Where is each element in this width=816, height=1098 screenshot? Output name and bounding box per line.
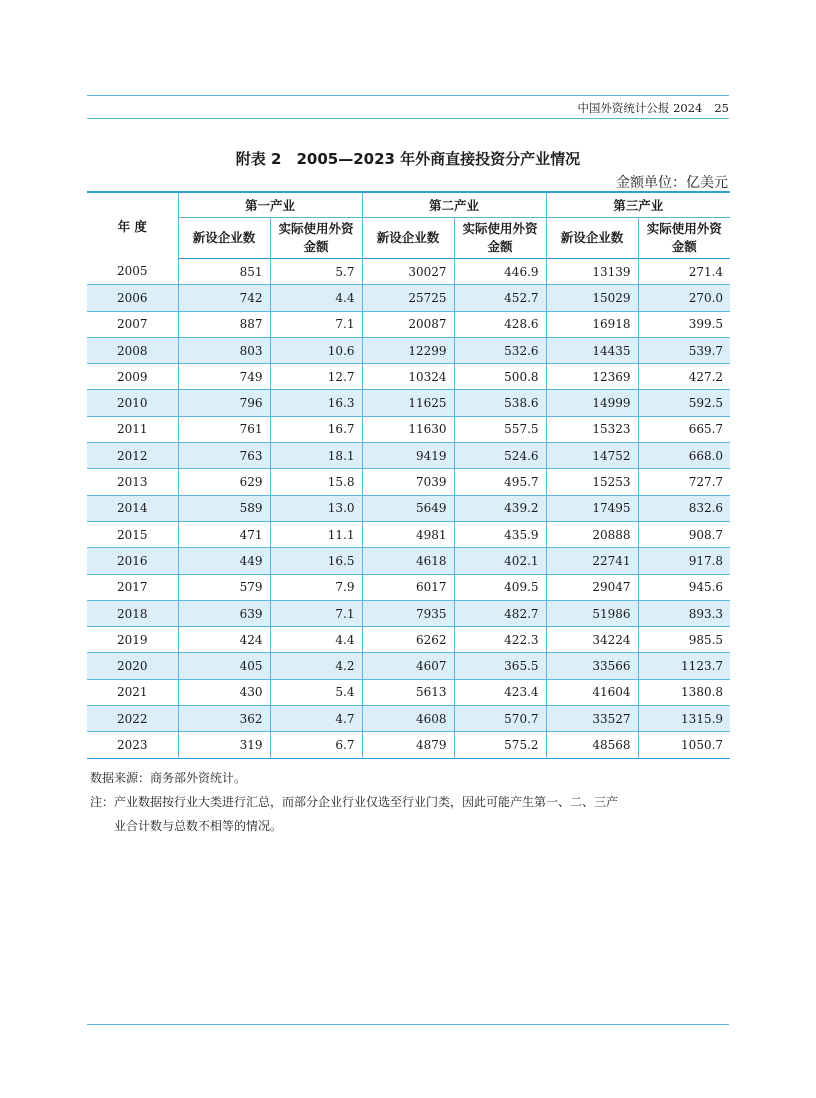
- secondary-new-enterprises-cell: 10324: [362, 364, 454, 390]
- secondary-fdi-amount-cell: 428.6: [454, 311, 546, 337]
- table-body: [87, 259, 730, 759]
- primary-new-enterprises-cell: 430: [178, 679, 270, 705]
- primary-new-enterprises-cell: 589: [178, 495, 270, 521]
- tertiary-new-enterprises-cell: 17495: [546, 495, 638, 521]
- secondary-new-enterprises-cell: 4607: [362, 653, 454, 679]
- secondary-new-enterprises-cell: 11630: [362, 416, 454, 442]
- primary-fdi-amount-cell: 16.5: [270, 548, 362, 574]
- year-cell: 2022: [87, 706, 178, 732]
- tertiary-new-enterprises-cell: 22741: [546, 548, 638, 574]
- year-cell: 2015: [87, 521, 178, 547]
- primary-new-enterprises-cell: 887: [178, 311, 270, 337]
- unit-label: 金额单位：亿美元: [616, 175, 728, 191]
- secondary-new-enterprises-cell: 6262: [362, 627, 454, 653]
- secondary-fdi-amount-cell: 435.9: [454, 521, 546, 547]
- table-row: [87, 443, 730, 469]
- primary-fdi-amount-cell: 7.1: [270, 311, 362, 337]
- tertiary-new-enterprises-cell: 14435: [546, 337, 638, 363]
- primary-new-enterprises-cell: 424: [178, 627, 270, 653]
- primary-new-enterprises-cell: 471: [178, 521, 270, 547]
- primary-new-enterprises-cell: 763: [178, 443, 270, 469]
- tertiary-new-enterprises-cell: 33566: [546, 653, 638, 679]
- subheader-fdi-line2: 金额: [487, 239, 513, 254]
- table-row: [87, 469, 730, 495]
- year-cell: 2007: [87, 311, 178, 337]
- secondary-fdi-amount-cell: 500.8: [454, 364, 546, 390]
- notes: [90, 766, 730, 838]
- table-row: [87, 364, 730, 390]
- header-top-rule: [87, 95, 729, 96]
- year-cell: 2013: [87, 469, 178, 495]
- year-cell: 2005: [87, 259, 178, 285]
- footnote-line1: 注：产业数据按行业大类进行汇总，而部分企业行业仅选至行业门类，因此可能产生第一、二、三产: [90, 795, 619, 809]
- secondary-fdi-amount-cell: 365.5: [454, 653, 546, 679]
- tertiary-new-enterprises-cell: 29047: [546, 574, 638, 600]
- primary-new-enterprises-cell: 362: [178, 706, 270, 732]
- secondary-fdi-amount-cell: 446.9: [454, 259, 546, 285]
- primary-fdi-amount-cell: 7.9: [270, 574, 362, 600]
- subheader-new-enterprises: 新设企业数: [178, 218, 270, 259]
- primary-new-enterprises-cell: 405: [178, 653, 270, 679]
- tertiary-fdi-amount-cell: 668.0: [638, 443, 730, 469]
- tertiary-new-enterprises-cell: 13139: [546, 259, 638, 285]
- running-head: [87, 100, 729, 116]
- tertiary-new-enterprises-cell: 33527: [546, 706, 638, 732]
- subheader-fdi-amount: [270, 218, 362, 259]
- primary-fdi-amount-cell: 13.0: [270, 495, 362, 521]
- subheader-fdi-line1: 实际使用外资: [462, 221, 538, 236]
- primary-new-enterprises-cell: 319: [178, 732, 270, 758]
- secondary-fdi-amount-cell: 575.2: [454, 732, 546, 758]
- tertiary-new-enterprises-cell: 16918: [546, 311, 638, 337]
- secondary-new-enterprises-cell: 7039: [362, 469, 454, 495]
- year-cell: 2021: [87, 679, 178, 705]
- tertiary-fdi-amount-cell: 908.7: [638, 521, 730, 547]
- secondary-new-enterprises-cell: 4981: [362, 521, 454, 547]
- tertiary-fdi-amount-cell: 893.3: [638, 600, 730, 626]
- secondary-new-enterprises-cell: 9419: [362, 443, 454, 469]
- secondary-fdi-amount-cell: 532.6: [454, 337, 546, 363]
- primary-fdi-amount-cell: 7.1: [270, 600, 362, 626]
- secondary-new-enterprises-cell: 5649: [362, 495, 454, 521]
- secondary-fdi-amount-cell: 402.1: [454, 548, 546, 574]
- secondary-fdi-amount-cell: 495.7: [454, 469, 546, 495]
- primary-new-enterprises-cell: 449: [178, 548, 270, 574]
- year-cell: 2010: [87, 390, 178, 416]
- secondary-new-enterprises-cell: 20087: [362, 311, 454, 337]
- year-cell: 2016: [87, 548, 178, 574]
- year-cell: 2020: [87, 653, 178, 679]
- tertiary-fdi-amount-cell: 832.6: [638, 495, 730, 521]
- table-row: [87, 337, 730, 363]
- secondary-fdi-amount-cell: 482.7: [454, 600, 546, 626]
- tertiary-fdi-amount-cell: 945.6: [638, 574, 730, 600]
- secondary-new-enterprises-cell: 30027: [362, 259, 454, 285]
- year-cell: 2017: [87, 574, 178, 600]
- primary-fdi-amount-cell: 18.1: [270, 443, 362, 469]
- subheader-new-enterprises: 新设企业数: [362, 218, 454, 259]
- tertiary-fdi-amount-cell: 727.7: [638, 469, 730, 495]
- secondary-fdi-amount-cell: 423.4: [454, 679, 546, 705]
- primary-new-enterprises-cell: 761: [178, 416, 270, 442]
- primary-fdi-amount-cell: 4.2: [270, 653, 362, 679]
- table-row: [87, 259, 730, 285]
- subheader-fdi-amount: [638, 218, 730, 259]
- tertiary-fdi-amount-cell: 917.8: [638, 548, 730, 574]
- primary-fdi-amount-cell: 16.3: [270, 390, 362, 416]
- table-row: [87, 679, 730, 705]
- tertiary-new-enterprises-cell: 34224: [546, 627, 638, 653]
- secondary-new-enterprises-cell: 4879: [362, 732, 454, 758]
- primary-fdi-amount-cell: 10.6: [270, 337, 362, 363]
- primary-new-enterprises-cell: 579: [178, 574, 270, 600]
- secondary-fdi-amount-cell: 452.7: [454, 285, 546, 311]
- header-row-subheaders: [87, 218, 730, 259]
- table-row: [87, 548, 730, 574]
- secondary-new-enterprises-cell: 11625: [362, 390, 454, 416]
- page-number: 25: [714, 101, 729, 115]
- primary-fdi-amount-cell: 15.8: [270, 469, 362, 495]
- tertiary-fdi-amount-cell: 1380.8: [638, 679, 730, 705]
- year-cell: 2012: [87, 443, 178, 469]
- subheader-fdi-line1: 实际使用外资: [646, 221, 722, 236]
- secondary-new-enterprises-cell: 6017: [362, 574, 454, 600]
- tertiary-fdi-amount-cell: 592.5: [638, 390, 730, 416]
- year-cell: 2009: [87, 364, 178, 390]
- group-header-secondary: 第二产业: [362, 192, 546, 218]
- secondary-new-enterprises-cell: 4618: [362, 548, 454, 574]
- source-note: 数据来源：商务部外资统计。: [90, 771, 247, 785]
- table-row: [87, 706, 730, 732]
- table-row: [87, 495, 730, 521]
- subheader-fdi-line2: 金额: [303, 239, 329, 254]
- footer-rule: [87, 1024, 729, 1025]
- running-title: 中国外资统计公报 2024: [577, 101, 703, 115]
- primary-fdi-amount-cell: 5.4: [270, 679, 362, 705]
- fdi-by-industry-table: [87, 191, 730, 759]
- header-bottom-rule: [87, 118, 729, 119]
- secondary-new-enterprises-cell: 25725: [362, 285, 454, 311]
- tertiary-fdi-amount-cell: 270.0: [638, 285, 730, 311]
- tertiary-new-enterprises-cell: 12369: [546, 364, 638, 390]
- table-row: [87, 285, 730, 311]
- table-title: 附表 2 2005—2023 年外商直接投资分产业情况: [235, 150, 581, 168]
- tertiary-fdi-amount-cell: 665.7: [638, 416, 730, 442]
- subheader-new-enterprises: 新设企业数: [546, 218, 638, 259]
- tertiary-fdi-amount-cell: 1123.7: [638, 653, 730, 679]
- year-cell: 2011: [87, 416, 178, 442]
- tertiary-fdi-amount-cell: 985.5: [638, 627, 730, 653]
- year-cell: 2019: [87, 627, 178, 653]
- tertiary-fdi-amount-cell: 399.5: [638, 311, 730, 337]
- primary-fdi-amount-cell: 4.4: [270, 627, 362, 653]
- tertiary-new-enterprises-cell: 20888: [546, 521, 638, 547]
- year-cell: 2018: [87, 600, 178, 626]
- primary-fdi-amount-cell: 12.7: [270, 364, 362, 390]
- tertiary-new-enterprises-cell: 51986: [546, 600, 638, 626]
- subheader-fdi-line1: 实际使用外资: [278, 221, 354, 236]
- subheader-fdi-amount: [454, 218, 546, 259]
- tertiary-new-enterprises-cell: 41604: [546, 679, 638, 705]
- primary-new-enterprises-cell: 749: [178, 364, 270, 390]
- secondary-fdi-amount-cell: 409.5: [454, 574, 546, 600]
- year-cell: 2023: [87, 732, 178, 758]
- table-row: [87, 311, 730, 337]
- footnote-line2: 业合计数与总数不相等的情况。: [114, 819, 283, 833]
- tertiary-fdi-amount-cell: 271.4: [638, 259, 730, 285]
- year-cell: 2006: [87, 285, 178, 311]
- primary-fdi-amount-cell: 4.4: [270, 285, 362, 311]
- tertiary-new-enterprises-cell: 15253: [546, 469, 638, 495]
- secondary-new-enterprises-cell: 7935: [362, 600, 454, 626]
- primary-fdi-amount-cell: 5.7: [270, 259, 362, 285]
- year-cell: 2014: [87, 495, 178, 521]
- header-row-groups: [87, 192, 730, 218]
- table-row: [87, 732, 730, 758]
- primary-fdi-amount-cell: 16.7: [270, 416, 362, 442]
- tertiary-new-enterprises-cell: 14999: [546, 390, 638, 416]
- primary-new-enterprises-cell: 639: [178, 600, 270, 626]
- year-header: 年 度: [87, 192, 178, 259]
- primary-fdi-amount-cell: 6.7: [270, 732, 362, 758]
- secondary-fdi-amount-cell: 524.6: [454, 443, 546, 469]
- group-header-primary: 第一产业: [178, 192, 362, 218]
- secondary-fdi-amount-cell: 439.2: [454, 495, 546, 521]
- table-row: [87, 416, 730, 442]
- secondary-new-enterprises-cell: 12299: [362, 337, 454, 363]
- tertiary-fdi-amount-cell: 1315.9: [638, 706, 730, 732]
- table-row: [87, 521, 730, 547]
- tertiary-new-enterprises-cell: 48568: [546, 732, 638, 758]
- table-row: [87, 390, 730, 416]
- secondary-fdi-amount-cell: 557.5: [454, 416, 546, 442]
- primary-new-enterprises-cell: 851: [178, 259, 270, 285]
- secondary-fdi-amount-cell: 538.6: [454, 390, 546, 416]
- primary-new-enterprises-cell: 629: [178, 469, 270, 495]
- primary-new-enterprises-cell: 803: [178, 337, 270, 363]
- table-row: [87, 600, 730, 626]
- tertiary-fdi-amount-cell: 427.2: [638, 364, 730, 390]
- secondary-new-enterprises-cell: 5613: [362, 679, 454, 705]
- secondary-fdi-amount-cell: 570.7: [454, 706, 546, 732]
- primary-fdi-amount-cell: 11.1: [270, 521, 362, 547]
- tertiary-new-enterprises-cell: 14752: [546, 443, 638, 469]
- tertiary-fdi-amount-cell: 1050.7: [638, 732, 730, 758]
- table-row: [87, 627, 730, 653]
- tertiary-fdi-amount-cell: 539.7: [638, 337, 730, 363]
- secondary-new-enterprises-cell: 4608: [362, 706, 454, 732]
- primary-fdi-amount-cell: 4.7: [270, 706, 362, 732]
- group-header-tertiary: 第三产业: [546, 192, 730, 218]
- tertiary-new-enterprises-cell: 15323: [546, 416, 638, 442]
- primary-new-enterprises-cell: 796: [178, 390, 270, 416]
- table-row: [87, 574, 730, 600]
- subheader-fdi-line2: 金额: [671, 239, 697, 254]
- secondary-fdi-amount-cell: 422.3: [454, 627, 546, 653]
- primary-new-enterprises-cell: 742: [178, 285, 270, 311]
- table-row: [87, 653, 730, 679]
- tertiary-new-enterprises-cell: 15029: [546, 285, 638, 311]
- year-cell: 2008: [87, 337, 178, 363]
